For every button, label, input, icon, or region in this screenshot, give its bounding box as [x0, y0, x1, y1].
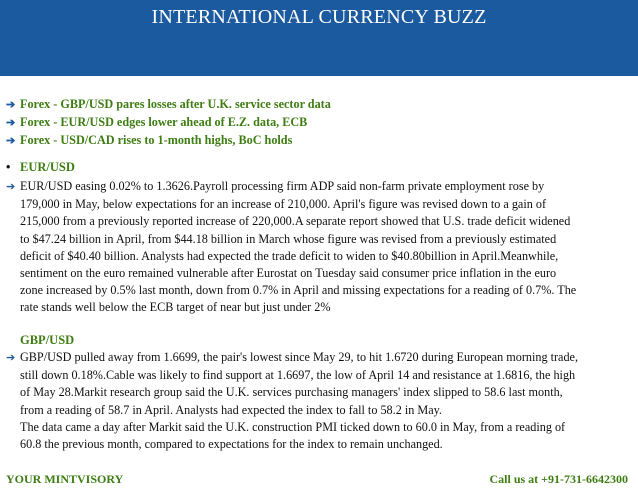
paragraph-line: ➔ GBP/USD pulled away from 1.6699, the pair's lowest since May 29, to hit 1.6720 during European morning trade,	[6, 349, 630, 367]
paragraph-line: from a reading of 58.7 in April. Analysts had expected the index to fall to 58.2 in May.	[20, 402, 442, 417]
gbp-usd-paragraph	[6, 349, 630, 453]
paragraph-line: sentiment on the euro remained vulnerable after Eurostat on Tuesday said consumer price inflation in the euro	[20, 266, 557, 281]
paragraph-line: deficit of $40.40 billion. Analysts had expected the trade deficit to widen to $40.80billion in April.Meanwhile,	[20, 248, 559, 263]
paragraph-line: 60.8 the previous month, compared to expectations for the index to remain unchanged.	[20, 437, 443, 452]
eur-usd-paragraph	[6, 178, 630, 317]
paragraph-line: still down 0.18%.Cable was likely to find support at 1.6697, the low of April 14 and resistance at 1.6816, the high	[20, 368, 576, 383]
headline-list	[6, 96, 632, 150]
paragraph-line: ➔ EUR/USD easing 0.02% to 1.3626.Payroll processing firm ADP said non-farm private employment rose by	[6, 178, 630, 196]
page-title: INTERNATIONAL CURRENCY BUZZ	[151, 6, 487, 28]
paragraph-line: of May 28.Markit research group said the U.K. services purchasing managers' index slipped to 58.6 last month,	[20, 385, 563, 400]
headline-item: ➔ Forex - GBP/USD pares losses after U.K. service sector data	[6, 96, 632, 114]
eur-usd-heading: • EUR/USD	[6, 160, 75, 174]
arrow-bullet-icon: ➔	[6, 181, 16, 193]
paragraph-line: rate stands well below the ECB target of near but just under 2%	[20, 300, 331, 315]
paragraph-line: The data came a day after Markit said the U.K. construction PMI ticked down to 60.0 in May, from a reading of	[20, 419, 566, 434]
gbp-usd-heading: GBP/USD	[20, 333, 75, 347]
headline-item: ➔ Forex - USD/CAD rises to 1-month highs, BoC holds	[6, 132, 632, 150]
arrow-bullet-icon: ➔	[6, 352, 16, 364]
header-banner	[0, 0, 638, 76]
bullet-dot-icon: •	[6, 160, 11, 174]
paragraph-line: 179,000 in May, below expectations for an increase of 210,000. April's figure was revised down to a gain of	[20, 197, 547, 212]
paragraph-line: to $47.24 billion in April, from $44.18 billion in March whose figure was revised from a previously estimated	[20, 231, 557, 246]
paragraph-line: zone increased by 0.5% last month, down from 0.7% in April and missing expectations for a reading of 0.7%. The	[20, 283, 577, 298]
arrow-bullet-icon: ➔	[6, 135, 16, 147]
paragraph-line: 215,000 from a previously reported increase of 220,000.A separate report showed that U.S. trade deficit widened	[20, 214, 571, 229]
arrow-bullet-icon: ➔	[6, 117, 16, 129]
footer-contact: Call us at +91-731-6642300	[489, 472, 628, 486]
headline-item: ➔ Forex - EUR/USD edges lower ahead of E.Z. data, ECB	[6, 114, 632, 132]
arrow-bullet-icon: ➔	[6, 99, 16, 111]
footer-brand: YOUR MINTVISORY	[6, 472, 124, 486]
